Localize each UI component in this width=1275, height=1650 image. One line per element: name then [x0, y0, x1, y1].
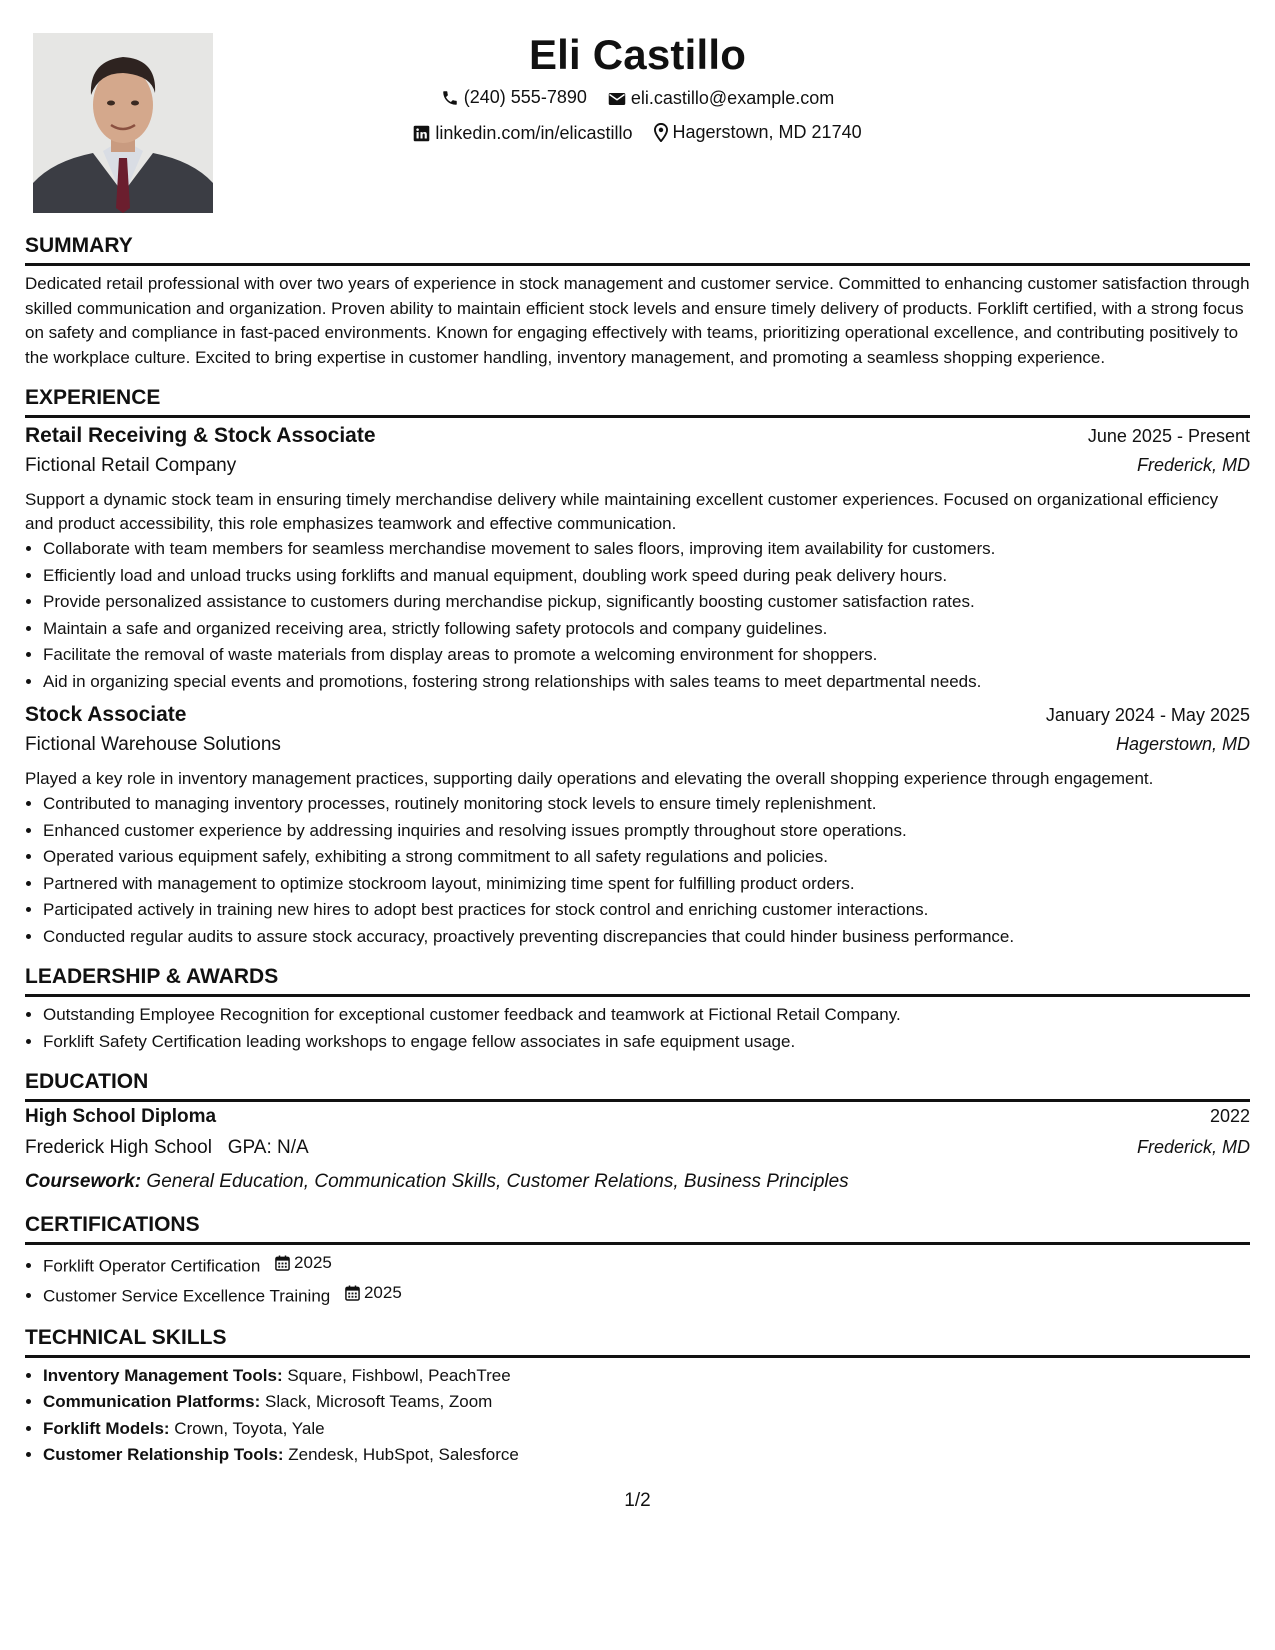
list-item — [43, 1416, 1250, 1443]
summary-heading: SUMMARY — [25, 233, 1250, 266]
job-description: Support a dynamic stock team in ensuring timely merchandise delivery while maintaining excellent customer experiences. Focused on organizational efficiency and product accessibility, this role emphasizes teamwork and effective communication. — [25, 490, 1219, 533]
experience-heading: EXPERIENCE — [25, 385, 1250, 418]
job-bullets — [25, 536, 1250, 695]
skills-list — [25, 1363, 1250, 1469]
linkedin-text: linkedin.com/in/elicastillo — [435, 122, 633, 143]
job-dates: January 2024 - May 2025 — [1045, 705, 1250, 725]
list-item — [43, 1442, 1250, 1469]
certification-year: 2025 — [363, 1282, 402, 1302]
list-item — [43, 1280, 1250, 1310]
email-text: eli.castillo@example.com — [630, 88, 835, 108]
calendar-icon — [345, 1285, 360, 1301]
skill-label: Forklift Models: — [43, 1418, 170, 1438]
job-entry — [25, 703, 1250, 950]
leadership-heading: LEADERSHIP & AWARDS — [25, 964, 1250, 997]
page-number: 1/2 — [624, 1490, 651, 1511]
list-item: • Collaborate with team members for seamless merchandise movement to sales floors, improving item availability for customers. — [43, 536, 1250, 563]
list-item: • Provide personalized assistance to customers during merchandise pickup, significantly boosting customer satisfaction rates. — [43, 589, 1250, 616]
list-item — [43, 1250, 1250, 1280]
skill-value: Crown, Toyota, Yale — [174, 1418, 325, 1438]
coursework-label: Coursework: — [25, 1171, 142, 1192]
list-item: • Efficiently load and unload trucks using forklifts and manual equipment, doubling work speed during peak delivery hours. — [43, 563, 1250, 590]
skill-label: Inventory Management Tools: — [43, 1365, 283, 1385]
job-entry — [25, 424, 1250, 695]
skills-heading: TECHNICAL SKILLS — [25, 1325, 1250, 1358]
contact-location — [654, 117, 862, 148]
job-title: Stock Associate — [25, 703, 187, 726]
map-pin-icon — [654, 123, 668, 142]
list-item: • Facilitate the removal of waste materials from display areas to promote a welcoming environment for shoppers. — [43, 642, 1250, 669]
certification-year: 2025 — [294, 1253, 332, 1272]
list-item: • Conducted regular audits to assure stock accuracy, proactively preventing discrepancies that could hinder business performance. — [43, 924, 1250, 951]
list-item — [43, 1363, 1250, 1390]
list-item: • Contributed to managing inventory processes, routinely monitoring stock levels to ensure timely replenishment. — [43, 791, 1250, 818]
certification-name: Forklift Operator Certification — [43, 1256, 261, 1276]
skills-section — [25, 1325, 1250, 1469]
experience-section — [25, 385, 1250, 950]
leadership-bullets — [25, 1002, 1250, 1055]
list-item: • Maintain a safe and organized receiving area, strictly following safety protocols and company guidelines. — [43, 616, 1250, 643]
job-bullets — [25, 791, 1250, 950]
linkedin-icon — [413, 125, 430, 142]
contact-linkedin[interactable] — [413, 118, 632, 149]
summary-text: Dedicated retail professional with over two years of experience in stock management and customer service. Committed to enhancing customer satisfaction through skilled communication and organization. Proven ability to maintain efficient stock levels and ensure timely delivery of products. Forklift certified, with a strong focus on safety and compliance in fast-paced environments. Known for engaging effectively with teams, prioritizing operational excellence, and contributing positively to the workplace culture. Excited to bring expertise in customer handling, inventory management, and promoting a seamless shopping experience. — [25, 274, 1250, 367]
list-item: • Participated actively in training new hires to adopt best practices for stock control and enriching customer interactions. — [43, 897, 1250, 924]
coursework-text: General Education, Communication Skills, Customer Relations, Business Principles — [146, 1171, 849, 1192]
profile-photo — [33, 33, 213, 213]
resume-page — [25, 28, 1250, 1469]
job-dates: June 2025 - Present — [1087, 426, 1250, 446]
list-item: • Outstanding Employee Recognition for exceptional customer feedback and teamwork at Fictional Retail Company. — [43, 1002, 1250, 1029]
list-item: • Operated various equipment safely, exhibiting a strong commitment to all safety regulations and policies. — [43, 844, 1250, 871]
phone-icon — [441, 89, 459, 107]
education-heading: EDUCATION — [25, 1069, 1250, 1102]
skill-value: Slack, Microsoft Teams, Zoom — [264, 1392, 493, 1411]
skill-value: Zendesk, HubSpot, Salesforce — [288, 1445, 519, 1464]
graduation-year: 2022 — [1209, 1106, 1250, 1126]
calendar-icon — [275, 1255, 290, 1271]
certification-list — [25, 1250, 1250, 1310]
job-location: Hagerstown, MD — [1115, 734, 1250, 754]
coursework — [25, 1167, 1250, 1197]
job-title: Retail Receiving & Stock Associate — [25, 424, 376, 447]
candidate-name: Eli Castillo — [528, 31, 747, 78]
school-location: Frederick, MD — [1136, 1137, 1250, 1157]
list-item: • Enhanced customer experience by addressing inquiries and resolving issues promptly throughout store operations. — [43, 818, 1250, 845]
school-line — [25, 1137, 309, 1159]
certification-name: Customer Service Excellence Training — [43, 1286, 331, 1305]
certifications-section — [25, 1212, 1250, 1310]
list-item: • Partnered with management to optimize stockroom layout, minimizing time spent for fulfilling product orders. — [43, 871, 1250, 898]
job-description: Played a key role in inventory management practices, supporting daily operations and elevating the overall shopping experience through engagement. — [25, 769, 1154, 788]
envelope-icon — [608, 91, 626, 107]
certifications-heading: CERTIFICATIONS — [25, 1212, 1250, 1245]
summary-section — [25, 233, 1250, 370]
list-item: • Forklift Safety Certification leading workshops to engage fellow associates in safe equipment usage. — [43, 1029, 1250, 1056]
phone-text: (240) 555-7890 — [463, 87, 587, 107]
job-location: Frederick, MD — [1136, 455, 1250, 475]
skill-value: Square, Fishbowl, PeachTree — [287, 1365, 511, 1385]
certification-date — [275, 1250, 332, 1277]
education-section — [25, 1069, 1250, 1197]
company-name: Fictional Retail Company — [25, 455, 237, 476]
school-name: Frederick High School — [25, 1137, 212, 1158]
gpa: GPA: N/A — [227, 1137, 309, 1158]
company-name: Fictional Warehouse Solutions — [25, 734, 281, 755]
list-item: • Aid in organizing special events and promotions, fostering strong relationships with sales teams to meet departmental needs. — [43, 669, 1250, 696]
location-text: Hagerstown, MD 21740 — [672, 121, 862, 142]
certification-date — [345, 1280, 402, 1307]
degree-name: High School Diploma — [25, 1106, 217, 1127]
list-item — [43, 1389, 1250, 1416]
leadership-section — [25, 964, 1250, 1055]
contact-phone — [441, 82, 587, 113]
contact-email[interactable] — [608, 83, 834, 114]
skill-label: Customer Relationship Tools: — [43, 1445, 284, 1464]
skill-label: Communication Platforms: — [43, 1392, 261, 1411]
